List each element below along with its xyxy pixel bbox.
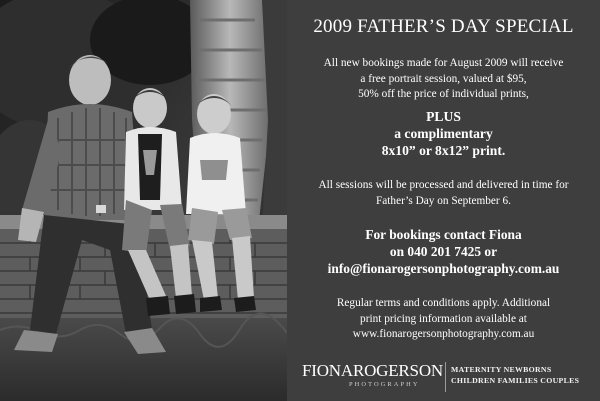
offer-bonus-line: 8x10” or 8x12” print. xyxy=(381,143,506,158)
brand-logo-name: FIONAROGERSON xyxy=(302,361,443,380)
terms-note xyxy=(287,296,600,343)
offer-bonus-line: a complimentary xyxy=(394,126,493,141)
contact-email: info@fionarogersonphotography.com.au xyxy=(327,261,560,276)
offer-bonus xyxy=(287,108,600,159)
contact-line: For bookings contact Fiona xyxy=(365,227,522,242)
contact-phone: on 040 201 7425 or xyxy=(389,244,498,259)
brand-divider xyxy=(445,362,446,392)
delivery-line: Father’s Day on September 6. xyxy=(375,194,511,207)
offer-intro-line: 50% off the price of individual prints, xyxy=(358,88,529,101)
brand-footer xyxy=(287,358,600,401)
contact-block xyxy=(287,226,600,277)
family-photo xyxy=(0,0,287,401)
terms-line: print pricing information available at xyxy=(360,312,527,325)
family-photo-illustration xyxy=(0,0,287,401)
delivery-line: All sessions will be processed and delivered in time for xyxy=(318,179,569,191)
offer-bonus-line: PLUS xyxy=(426,109,461,124)
offer-intro xyxy=(287,56,600,103)
headline: 2009 FATHER’S DAY SPECIAL xyxy=(313,16,574,37)
offer-intro-line: a free portrait session, valued at $95, xyxy=(360,72,527,85)
services-line: CHILDREN FAMILIES COUPLES xyxy=(451,376,580,385)
services-list xyxy=(451,364,579,386)
offer-intro-line: All new bookings made for August 2009 will receive xyxy=(323,57,564,69)
website-url: www.fionarogersonphotography.com.au xyxy=(352,328,535,341)
terms-line: Regular terms and conditions apply. Additional xyxy=(336,297,551,309)
offer-panel xyxy=(287,0,600,401)
brand-logo-subtitle: PHOTOGRAPHY xyxy=(349,381,420,388)
services-line: MATERNITY NEWBORNS xyxy=(451,365,552,374)
delivery-note xyxy=(287,178,600,209)
